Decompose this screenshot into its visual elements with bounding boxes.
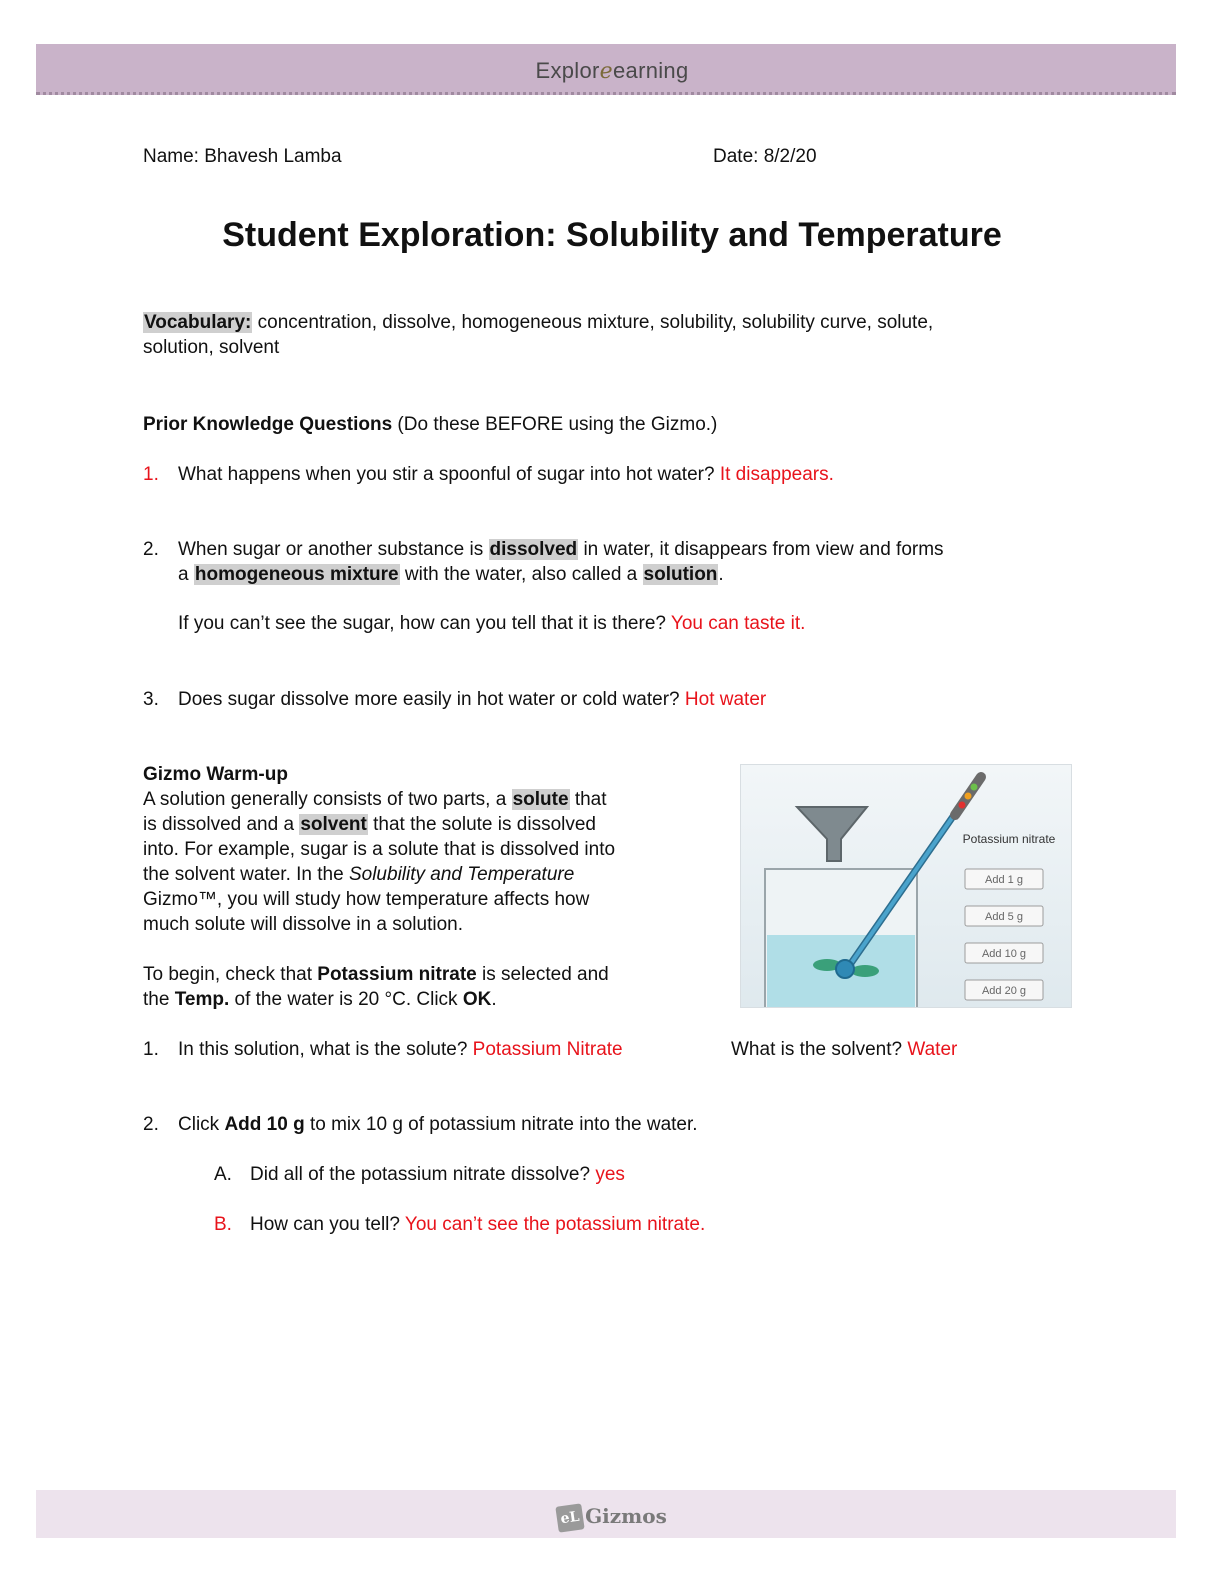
add-5g-label: Add 5 g [985, 911, 1023, 923]
gizmo-figure [740, 764, 1072, 1008]
warmup-line2: is dissolved and a solvent that the solute is dissolved [143, 814, 596, 835]
brand-logo: Exploreearning [535, 58, 689, 84]
name-field: Name: Bhavesh Lamba [143, 146, 342, 167]
q1-number: 1. [143, 464, 159, 485]
vocabulary-line2: solution, solvent [143, 337, 280, 358]
stirrer-blade-right [851, 965, 879, 977]
solute-label: Potassium nitrate [962, 832, 1056, 846]
add-20g-button [965, 980, 1043, 1000]
warmup-line6: much solute will dissolve in a solution. [143, 914, 463, 935]
q2b-label: B. [214, 1214, 232, 1235]
warmup-q1-number: 1. [143, 1039, 159, 1060]
q2-number: 2. [143, 539, 159, 560]
add-5g-button [965, 906, 1043, 926]
add-1g-button [965, 869, 1043, 889]
warmup-line1: A solution generally consists of two parts, a solute that [143, 789, 607, 810]
warmup-heading: Gizmo Warm-up [143, 764, 288, 785]
warmup-line8: the Temp. of the water is 20 °C. Click OK. [143, 989, 497, 1010]
q1-text: What happens when you stir a spoonful of sugar into hot water? It disappears. [178, 464, 834, 485]
warmup-line5: Gizmo™, you will study how temperature affects how [143, 889, 590, 910]
q2-line2: a homogeneous mixture with the water, also called a solution. [178, 564, 724, 585]
q2b-text: How can you tell? You can’t see the potassium nitrate. [250, 1214, 706, 1235]
q3-text: Does sugar dissolve more easily in hot water or cold water? Hot water [178, 689, 767, 710]
prior-heading: Prior Knowledge Questions (Do these BEFORE using the Gizmo.) [143, 414, 718, 435]
gizmos-logo: eL Gizmos [0, 1504, 1224, 1531]
warmup-q2-number: 2. [143, 1114, 159, 1135]
q2a-label: A. [214, 1164, 232, 1185]
add-1g-label: Add 1 g [985, 874, 1023, 886]
add-20g-label: Add 20 g [981, 985, 1027, 997]
add-10g-button [965, 943, 1043, 963]
warmup-line7: To begin, check that Potassium nitrate is selected and [143, 964, 609, 985]
warmup-q1-text: In this solution, what is the solute? Potassium Nitrate [178, 1039, 623, 1060]
q2-line1: When sugar or another substance is dissolved in water, it disappears from view and forms [178, 539, 944, 560]
vocabulary-line1: Vocabulary: concentration, dissolve, homogeneous mixture, solubility, solubility curve, solute, [144, 312, 934, 333]
warmup-q2-text: Click Add 10 g to mix 10 g of potassium nitrate into the water. [178, 1114, 698, 1135]
warmup-line4: the solvent water. In the Solubility and Temperature [143, 864, 575, 885]
q2-question: If you can’t see the sugar, how can you tell that it is there? You can taste it. [178, 613, 806, 634]
stirrer-hub [836, 960, 854, 978]
date-field: Date: 8/2/20 [713, 146, 817, 167]
page-title: Student Exploration: Solubility and Temperature [222, 216, 1002, 254]
warmup-line3: into. For example, sugar is a solute that is dissolved into [143, 839, 616, 860]
q2a-text: Did all of the potassium nitrate dissolve? yes [250, 1164, 625, 1185]
add-10g-label: Add 10 g [981, 948, 1027, 960]
gizmo-illustration [741, 765, 1071, 1007]
q3-number: 3. [143, 689, 159, 710]
warmup-q1-solvent: What is the solvent? Water [731, 1039, 958, 1060]
